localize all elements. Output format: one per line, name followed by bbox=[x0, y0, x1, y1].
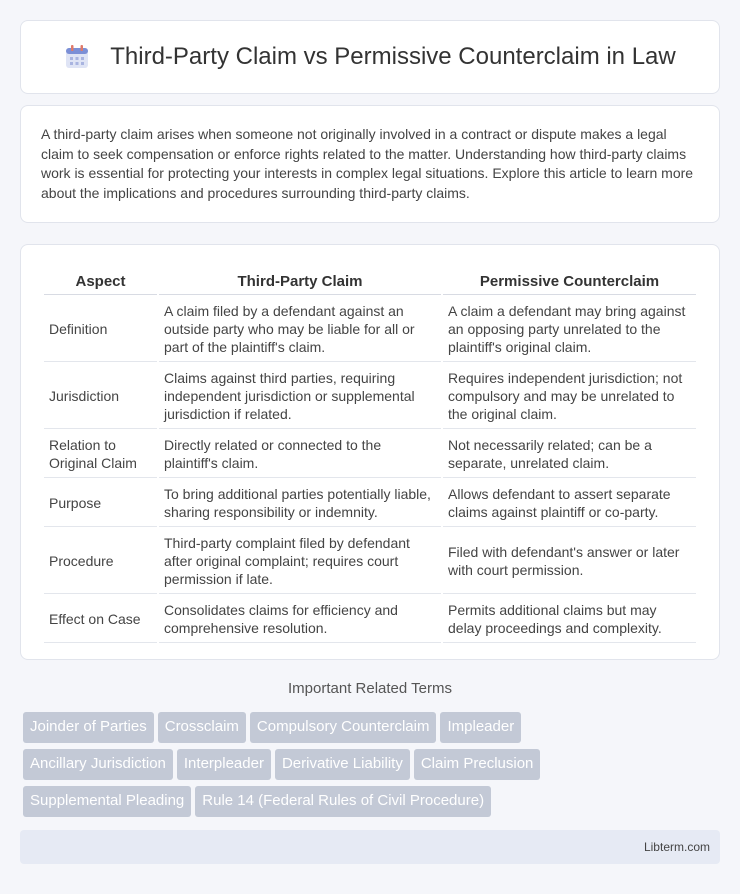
table-row bbox=[44, 295, 696, 362]
related-terms-title: Important Related Terms bbox=[288, 680, 452, 697]
term-tag[interactable]: Interpleader bbox=[177, 749, 271, 780]
cell-permissive: Requires independent jurisdiction; not compulsory and may be unrelated to the original claim. bbox=[443, 362, 696, 429]
header-permissive: Permissive Counterclaim bbox=[443, 265, 696, 295]
comparison-table bbox=[42, 265, 698, 643]
table-header-row bbox=[44, 265, 696, 295]
cell-third-party: Claims against third parties, requiring independent jurisdiction or supplemental jurisdiction if related. bbox=[159, 362, 441, 429]
table-row bbox=[44, 362, 696, 429]
header-third-party: Third-Party Claim bbox=[159, 265, 441, 295]
cell-aspect: Jurisdiction bbox=[44, 362, 157, 429]
cell-aspect: Relation to Original Claim bbox=[44, 429, 157, 478]
title-card bbox=[20, 20, 720, 94]
comparison-card bbox=[20, 244, 720, 660]
cell-third-party: Consolidates claims for efficiency and comprehensive resolution. bbox=[159, 594, 441, 643]
term-tag[interactable]: Crossclaim bbox=[158, 712, 246, 743]
page-title: Third-Party Claim vs Permissive Counterclaim in Law bbox=[110, 43, 676, 70]
related-terms-list bbox=[23, 712, 723, 823]
term-tag[interactable]: Supplemental Pleading bbox=[23, 786, 191, 817]
intro-text: A third-party claim arises when someone not originally involved in a contract or dispute makes a legal claim to seek compensation or enforce rights related to the matter. Understanding how third-party claims work is essential for protecting your interests in complex legal situations. Explore this article to learn more about the implications and procedures surrounding third-party claims. bbox=[41, 126, 694, 201]
cell-third-party: To bring additional parties potentially liable, sharing responsibility or indemnity. bbox=[159, 478, 441, 527]
cell-permissive: Allows defendant to assert separate claims against plaintiff or co-party. bbox=[443, 478, 696, 527]
table-row bbox=[44, 527, 696, 594]
cell-aspect: Procedure bbox=[44, 527, 157, 594]
table-row bbox=[44, 594, 696, 643]
cell-third-party: Directly related or connected to the plaintiff's claim. bbox=[159, 429, 441, 478]
term-tag[interactable]: Ancillary Jurisdiction bbox=[23, 749, 173, 780]
term-tag[interactable]: Rule 14 (Federal Rules of Civil Procedure) bbox=[195, 786, 491, 817]
cell-aspect: Purpose bbox=[44, 478, 157, 527]
term-tag[interactable]: Impleader bbox=[440, 712, 521, 743]
term-tag[interactable]: Derivative Liability bbox=[275, 749, 410, 780]
term-tag[interactable]: Joinder of Parties bbox=[23, 712, 154, 743]
footer-site-link[interactable]: Libterm.com bbox=[643, 840, 710, 854]
cell-third-party: Third-party complaint filed by defendant after original complaint; requires court permission if late. bbox=[159, 527, 441, 594]
table-row bbox=[44, 429, 696, 478]
term-tag[interactable]: Claim Preclusion bbox=[414, 749, 541, 780]
term-tag[interactable]: Compulsory Counterclaim bbox=[250, 712, 437, 743]
cell-permissive: Permits additional claims but may delay proceedings and complexity. bbox=[443, 594, 696, 643]
footer bbox=[20, 830, 720, 864]
calendar-icon bbox=[64, 44, 90, 70]
table-row bbox=[44, 478, 696, 527]
intro-card bbox=[20, 105, 720, 223]
cell-permissive: A claim a defendant may bring against an opposing party unrelated to the plaintiff's original claim. bbox=[443, 295, 696, 362]
cell-aspect: Definition bbox=[44, 295, 157, 362]
cell-aspect: Effect on Case bbox=[44, 594, 157, 643]
header-aspect: Aspect bbox=[44, 265, 157, 295]
cell-permissive: Not necessarily related; can be a separate, unrelated claim. bbox=[443, 429, 696, 478]
cell-permissive: Filed with defendant's answer or later with court permission. bbox=[443, 527, 696, 594]
cell-third-party: A claim filed by a defendant against an outside party who may be liable for all or part of the plaintiff's claim. bbox=[159, 295, 441, 362]
